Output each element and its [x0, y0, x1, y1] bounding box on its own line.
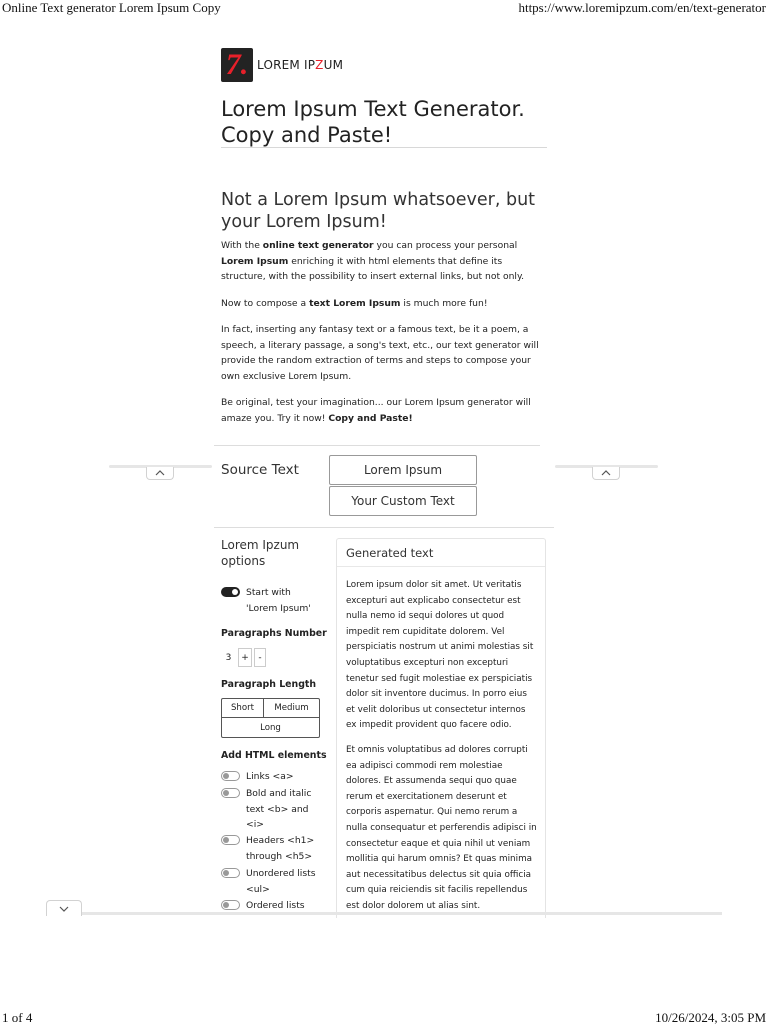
- links-label: Links <a>: [246, 771, 294, 782]
- logo-text: LOREM IPZUM: [257, 58, 344, 72]
- browser-tab-title: Online Text generator Lorem Ipsum Copy: [2, 0, 221, 15]
- section-divider: [214, 527, 554, 528]
- chevron-up-icon: [601, 470, 611, 476]
- unordered-lists-option[interactable]: [221, 866, 318, 897]
- source-lorem-ipsum-button[interactable]: Lorem Ipsum: [329, 455, 477, 485]
- generated-text-panel: [336, 538, 546, 918]
- page-title: Lorem Ipsum Text Generator. Copy and Paste!: [221, 97, 525, 147]
- paragraph-length-selector: [221, 698, 320, 738]
- headers-label: Headers <h1> through <h5>: [246, 835, 315, 862]
- start-with-lorem-label: Start with 'Lorem Ipsum': [246, 587, 311, 614]
- intro-paragraph-2: Now to compose a text Lorem Ipsum is much more fun!: [221, 298, 488, 309]
- chevron-down-icon: [59, 906, 69, 912]
- chevron-up-icon: [155, 470, 165, 476]
- headers-option[interactable]: [221, 833, 318, 864]
- bold-italic-toggle[interactable]: [221, 788, 240, 798]
- bottom-expand-button[interactable]: [46, 900, 82, 916]
- bold-italic-option[interactable]: [221, 786, 318, 833]
- links-option[interactable]: [221, 769, 318, 785]
- title-divider: [221, 147, 547, 148]
- section-heading: Not a Lorem Ipsum whatsoever, but your Lorem Ipsum!: [221, 190, 536, 232]
- page-indicator: 1 of 4: [2, 1010, 33, 1025]
- ordered-lists-toggle[interactable]: [221, 900, 240, 910]
- paragraphs-number-value[interactable]: 3: [221, 648, 236, 667]
- section-divider: [214, 445, 540, 446]
- increment-button[interactable]: +: [238, 648, 252, 667]
- paragraphs-number-label: Paragraphs Number: [221, 628, 327, 639]
- bottom-panel-handle-bar: [46, 912, 722, 915]
- length-long-button[interactable]: Long: [260, 722, 281, 733]
- ordered-lists-label: Ordered lists: [246, 900, 305, 911]
- headers-toggle[interactable]: [221, 835, 240, 845]
- intro-paragraph-4: Be original, test your imagination... our Lorem Ipsum generator will amaze you. Try it now! Copy and Paste!: [221, 397, 531, 424]
- options-heading: Lorem Ipzum options: [221, 538, 300, 568]
- generated-paragraph-2[interactable]: Et omnis voluptatibus ad dolores corrupti ea adipisci commodi rem molestiae dolores. Et assumenda sequi quo quae rerum et exercitationem deserunt et corporis aspernatur. Qui nemo rerum a nulla consequatur et perferendis adipisci in consectetur eaque et quia nihil ut veniam mollitia qui harum omnis? Et quas minima aut necessitatibus delectus sit quia officia cum quia reiciendis sit facilis repellendus est dolor dolorem ut alias sint.: [346, 745, 537, 911]
- intro-paragraph-1: With the online text generator you can process your personal Lorem Ipsum enriching it with html elements that define its structure, with the possibility to insert external links, but not only.: [221, 240, 525, 282]
- start-with-lorem-toggle[interactable]: [221, 587, 240, 597]
- start-with-lorem-option[interactable]: [221, 585, 318, 616]
- unordered-lists-toggle[interactable]: [221, 868, 240, 878]
- print-datetime: 10/26/2024, 3:05 PM: [655, 1010, 766, 1025]
- generated-paragraph-1[interactable]: Lorem ipsum dolor sit amet. Ut veritatis excepturi aut explicabo consectetur est nulla nemo id sequi dolores ut quod impedit rem cupiditate dolorem. Vel perspiciatis nostrum ut animi molestias sit voluptatibus excepturi non excepturi tenetur sed fugit molestiae ex perspiciatis dolor sit inventore ducimus. In porro eius et velit doloribus ut consectetur internos ex impedit provident quo facere odio.: [346, 580, 534, 731]
- logo-mark: 7.: [221, 48, 253, 82]
- left-collapse-button[interactable]: [146, 467, 174, 480]
- browser-url: https://www.loremipzum.com/en/text-generator: [518, 0, 766, 15]
- add-html-elements-label: Add HTML elements: [221, 750, 327, 761]
- right-collapse-button[interactable]: [592, 467, 620, 480]
- links-toggle[interactable]: [221, 771, 240, 781]
- site-logo[interactable]: [221, 48, 343, 82]
- decrement-button[interactable]: -: [254, 648, 266, 667]
- generated-text-title: Generated text: [337, 539, 545, 567]
- intro-paragraph-3: In fact, inserting any fantasy text or a famous text, be it a poem, a speech, a literary passage, a song's text, etc., our text generator will provide the random extraction of terms and steps to compose your own exclusive Lorem Ipsum.: [221, 324, 539, 382]
- paragraphs-number-stepper: [221, 648, 268, 667]
- unordered-lists-label: Unordered lists <ul>: [246, 868, 316, 895]
- source-text-label: Source Text: [221, 462, 299, 478]
- paragraph-length-label: Paragraph Length: [221, 679, 317, 690]
- length-short-button[interactable]: Short: [222, 699, 264, 718]
- source-custom-text-button[interactable]: Your Custom Text: [329, 486, 477, 516]
- bold-italic-label: Bold and italic text <b> and <i>: [246, 788, 312, 830]
- length-medium-button[interactable]: Medium: [264, 699, 319, 718]
